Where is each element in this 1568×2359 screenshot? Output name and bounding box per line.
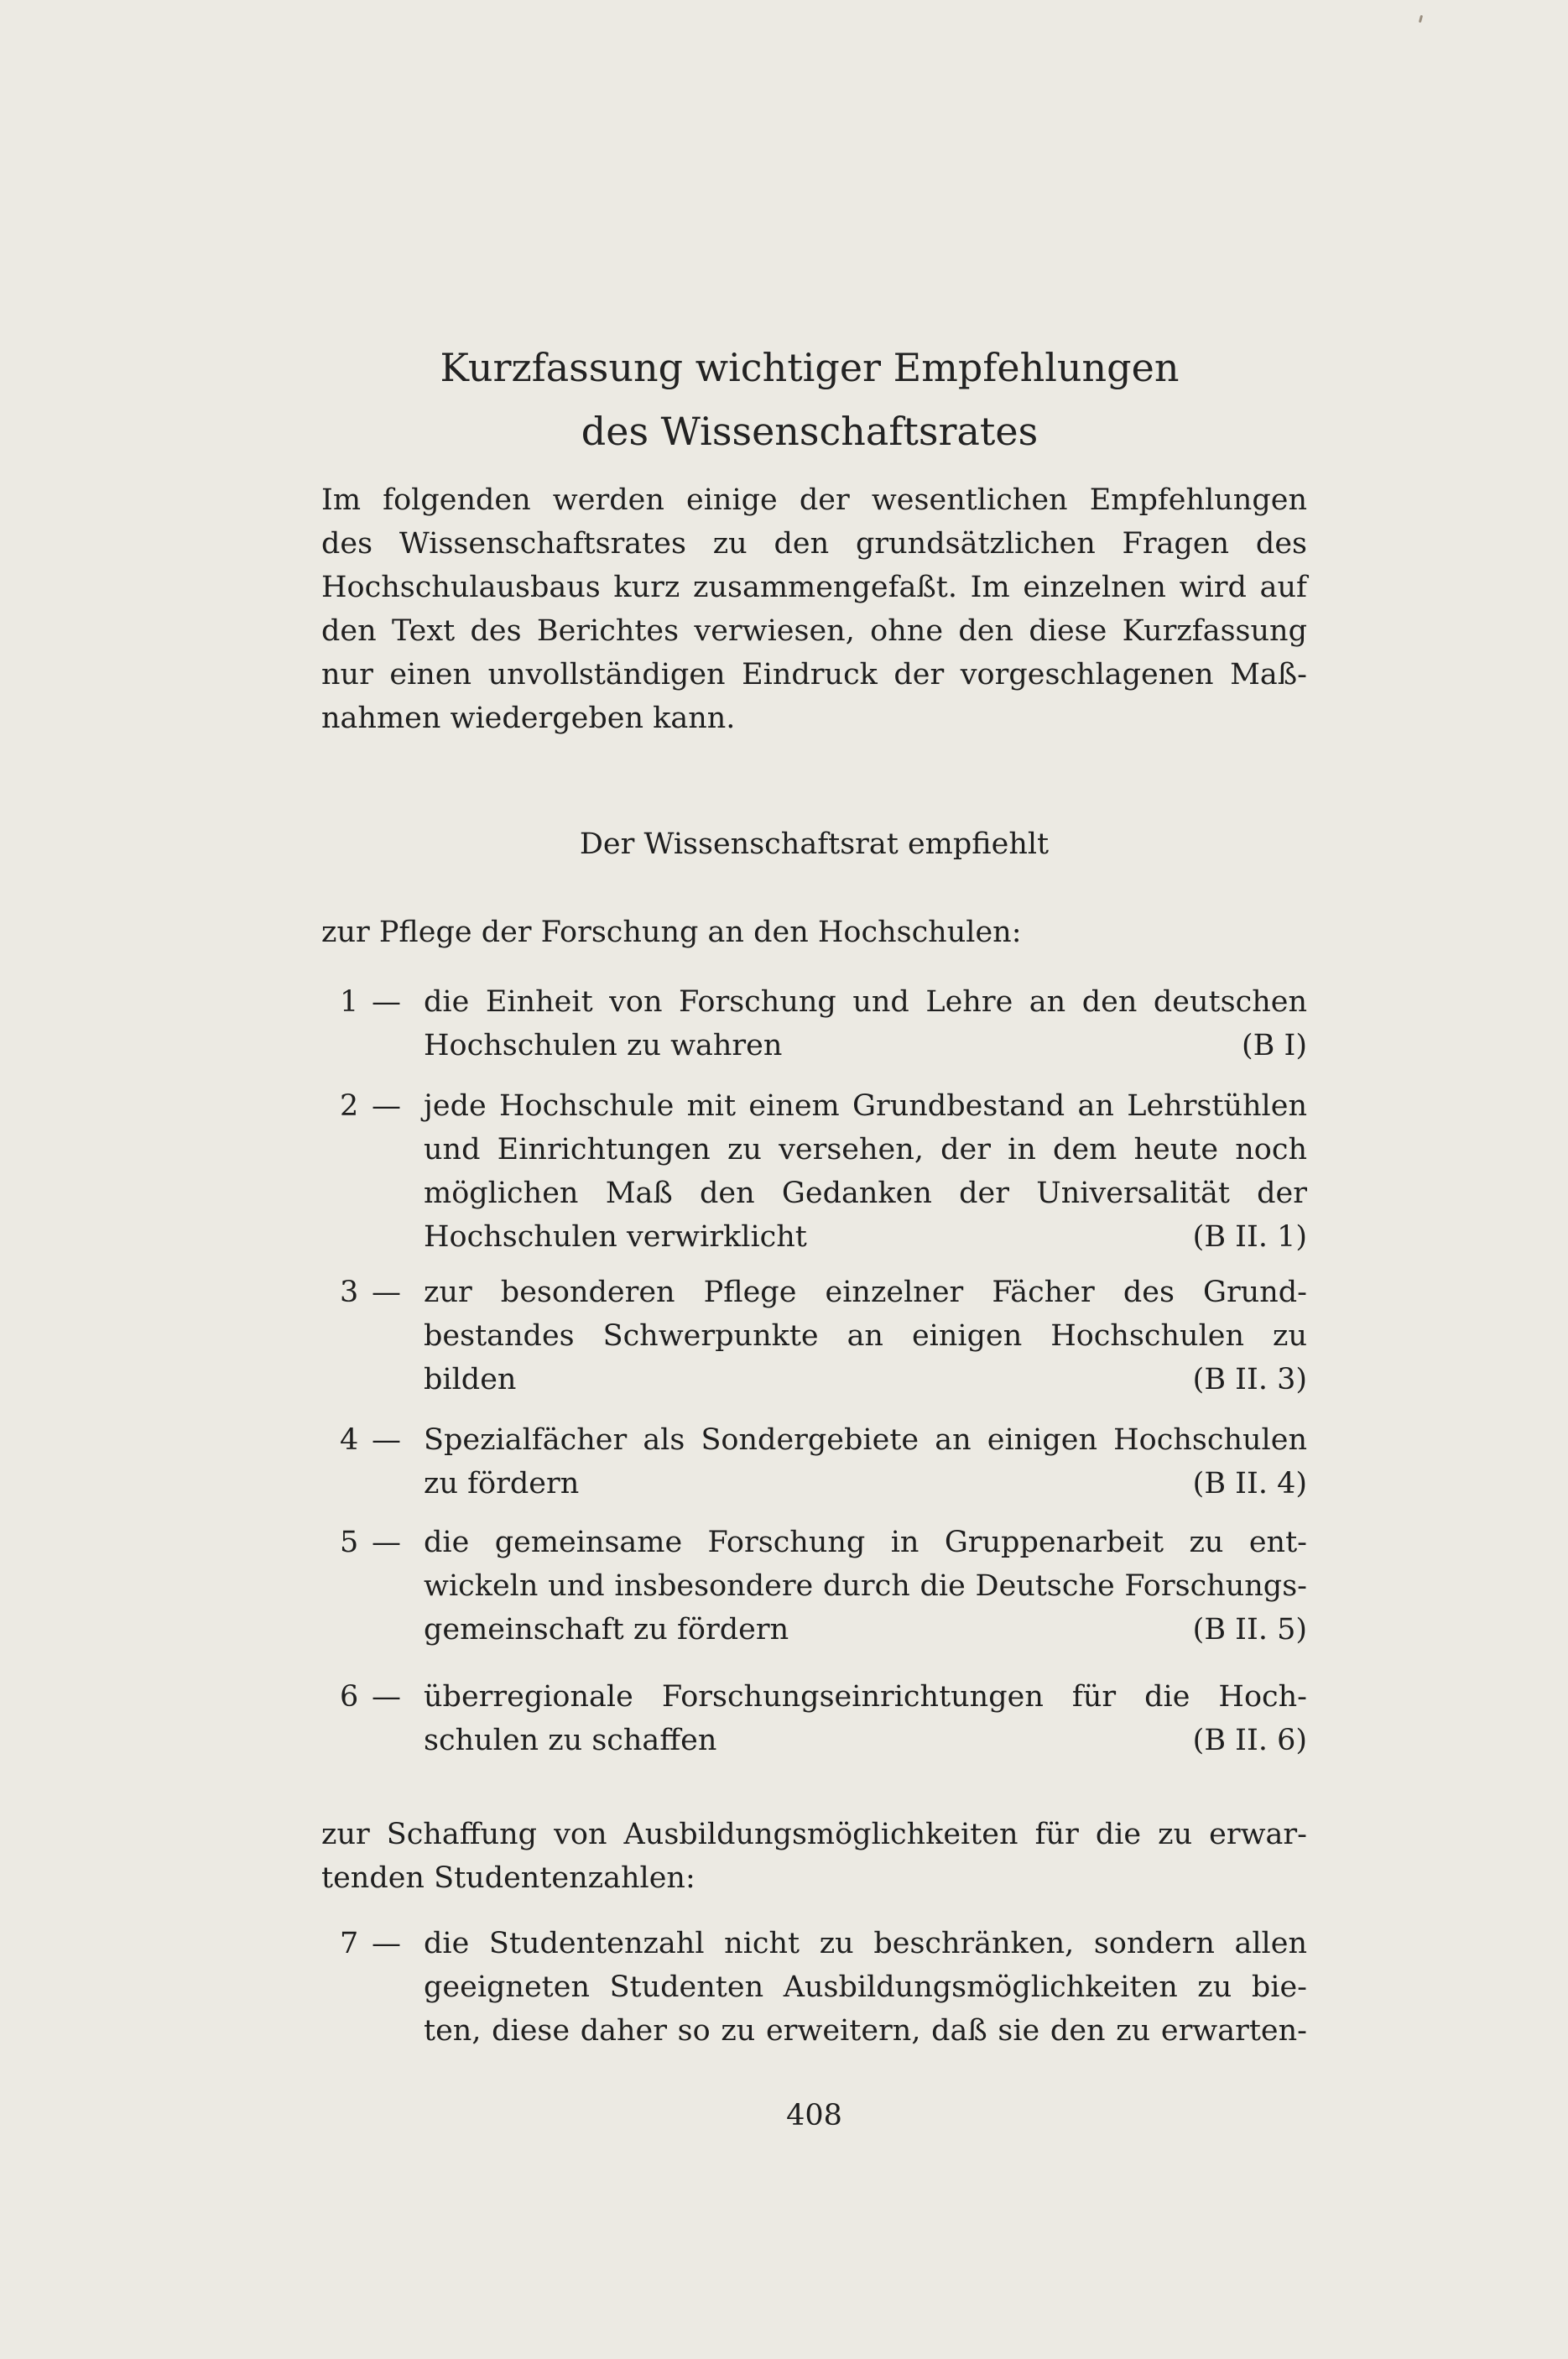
item-dash: —: [372, 985, 401, 1019]
intro-line: nahmen wiedergeben kann.: [321, 702, 736, 735]
item-line: zur besonderen Pflege einzelner Fächer des Grund-: [424, 1276, 1307, 1309]
item-line: möglichen Maß den Gedanken der Universalität der: [424, 1177, 1307, 1210]
item-line: bestandes Schwerpunkte an einigen Hochschulen zu: [424, 1319, 1307, 1353]
item-dash: —: [372, 1526, 401, 1559]
item-line: [424, 1215, 1307, 1259]
item-line: die Studentenzahl nicht zu beschränken, sondern allen: [424, 1927, 1307, 1960]
print-speck: [1419, 15, 1423, 23]
item-line-text: schulen zu schaffen: [424, 1724, 717, 1757]
item-line: jede Hochschule mit einem Grundbestand an Lehrstühlen: [424, 1089, 1307, 1123]
item-body: [424, 1084, 1307, 1259]
section-label-line: tenden Studentenzahlen:: [321, 1861, 695, 1895]
item-line: ten, diese daher so zu erweitern, daß sie den zu erwarten-: [424, 2014, 1307, 2048]
item-reference: (B II. 5): [1192, 1613, 1307, 1647]
item-line: Spezialfächer als Sondergebiete an einigen Hochschulen: [424, 1423, 1307, 1457]
item-body: [424, 980, 1307, 1067]
item-line: geeigneten Studenten Ausbildungsmöglichkeiten zu bie-: [424, 1970, 1307, 2004]
item-reference: (B I): [1242, 1029, 1307, 1062]
item-number: 6: [340, 1680, 359, 1714]
item-number: 7: [340, 1927, 359, 1960]
section-heading: Der Wissenschaftsrat empfiehlt: [579, 827, 1050, 861]
item-line: überregionale Forschungseinrichtungen für die Hoch-: [424, 1680, 1307, 1714]
item-line: [424, 1719, 1307, 1762]
item-line-text: Hochschulen zu wahren: [424, 1029, 783, 1062]
item-reference: (B II. 4): [1192, 1467, 1307, 1500]
intro-line: des Wissenschaftsrates zu den grundsätzlichen Fragen des: [321, 527, 1307, 561]
item-number: 2: [340, 1089, 359, 1123]
item-body: [424, 1675, 1307, 1762]
item-number: 5: [340, 1526, 359, 1559]
item-dash: —: [372, 1276, 401, 1309]
item-line: und Einrichtungen zu versehen, der in dem heute noch: [424, 1133, 1307, 1166]
intro-line: Im folgenden werden einige der wesentlichen Empfehlungen: [321, 483, 1307, 517]
title-line-1: Kurzfassung wichtiger Empfehlungen: [440, 345, 1180, 390]
intro-line: nur einen unvollständigen Eindruck der vorgeschlagenen Maß-: [321, 658, 1307, 692]
item-line: [424, 1608, 1307, 1652]
item-number: 1: [340, 985, 359, 1019]
page-number: 408: [786, 2099, 842, 2132]
item-body: [424, 1521, 1307, 1652]
item-dash: —: [372, 1927, 401, 1960]
item-line-text: Hochschulen verwirklicht: [424, 1220, 807, 1254]
item-line: die Einheit von Forschung und Lehre an den deutschen: [424, 985, 1307, 1019]
item-body: [424, 1271, 1307, 1401]
item-line: [424, 1462, 1307, 1506]
section-label-line: zur Pflege der Forschung an den Hochschulen:: [321, 916, 1022, 949]
section-label-education: [321, 1813, 1307, 1900]
item-line-text: bilden: [424, 1363, 517, 1396]
item-body: [424, 1922, 1307, 2053]
item-reference: (B II. 1): [1192, 1220, 1307, 1254]
item-reference: (B II. 3): [1192, 1363, 1307, 1396]
item-dash: —: [372, 1089, 401, 1123]
item-line: die gemeinsame Forschung in Gruppenarbeit zu ent-: [424, 1526, 1307, 1559]
section-label-line: zur Schaffung von Ausbildungsmöglichkeiten für die zu erwar-: [321, 1818, 1307, 1851]
intro-line: Hochschulausbaus kurz zusammengefaßt. Im einzelnen wird auf: [321, 571, 1307, 604]
item-line-text: gemeinschaft zu fördern: [424, 1613, 789, 1647]
item-number: 4: [340, 1423, 359, 1457]
item-body: [424, 1418, 1307, 1506]
intro-line: den Text des Berichtes verwiesen, ohne den diese Kurzfassung: [321, 614, 1307, 648]
page-title: [319, 336, 1300, 463]
title-line-2: des Wissenschaftsrates: [581, 409, 1039, 454]
item-number: 3: [340, 1276, 359, 1309]
section-label-research: [321, 911, 1307, 954]
item-line-text: zu fördern: [424, 1467, 580, 1500]
item-reference: (B II. 6): [1192, 1724, 1307, 1757]
item-dash: —: [372, 1680, 401, 1714]
item-line: [424, 1358, 1307, 1401]
item-dash: —: [372, 1423, 401, 1457]
intro-paragraph: [321, 478, 1307, 740]
item-line: [424, 1024, 1307, 1067]
item-line: wickeln und insbesondere durch die Deutsche Forschungs-: [424, 1569, 1307, 1603]
